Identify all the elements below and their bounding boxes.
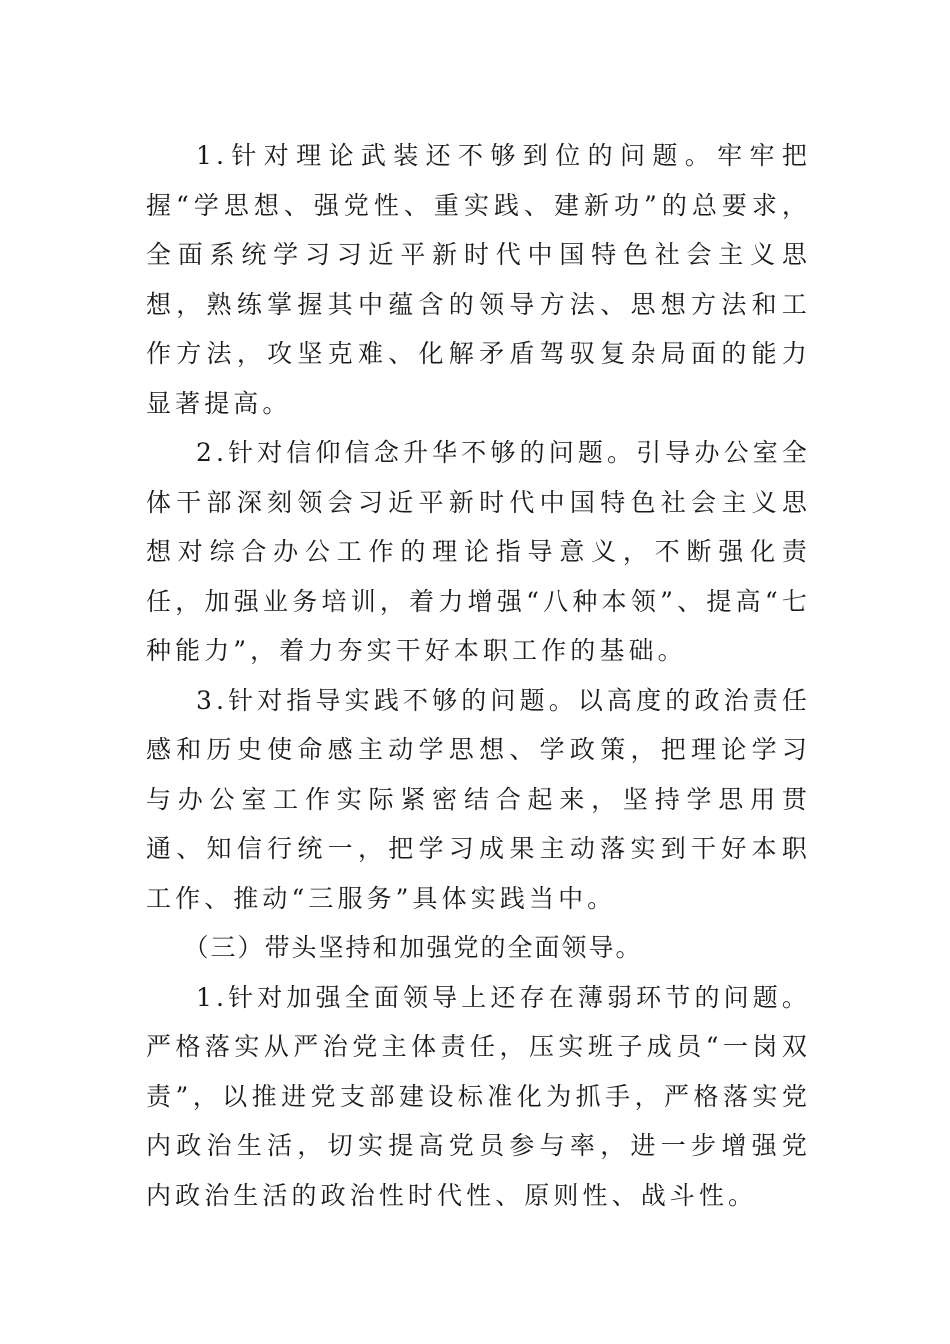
paragraph-2: 2.针对信仰信念升华不够的问题。引导办公室全体干部深刻领会习近平新时代中国特色社会主义思想对综合办公工作的理论指导意义，不断强化责任，加强业务培训，着力增强“八种本领”、提高“七种能力”，着力夯实干好本职工作的基础。: [146, 438, 811, 665]
document-body: [146, 131, 811, 1220]
section-paragraph-1: 1.针对加强全面领导上还存在薄弱环节的问题。严格落实从严治党主体责任，压实班子成员“一岗双责”，以推进党支部建设标准化为抓手，严格落实党内政治生活，切实提高党员参与率，进一步增强党内政治生活的政治性时代性、原则性、战斗性。: [146, 982, 811, 1210]
paragraph-3: 3.针对指导实践不够的问题。以高度的政治责任感和历史使命感主动学思想、学政策，把理论学习与办公室工作实际紧密结合起来，坚持学思用贯通、知信行统一，把学习成果主动落实到干好本职工作、推动“三服务”具体实践当中。: [146, 685, 811, 913]
paragraph-1: 1.针对理论武装还不够到位的问题。牢牢把握“学思想、强党性、重实践、建新功”的总要求，全面系统学习习近平新时代中国特色社会主义思想，熟练掌握其中蕴含的领导方法、思想方法和工作方法，攻坚克难、化解矛盾驾驭复杂局面的能力显著提高。: [146, 141, 811, 418]
section-heading: （三）带头坚持和加强党的全面领导。: [183, 933, 643, 962]
